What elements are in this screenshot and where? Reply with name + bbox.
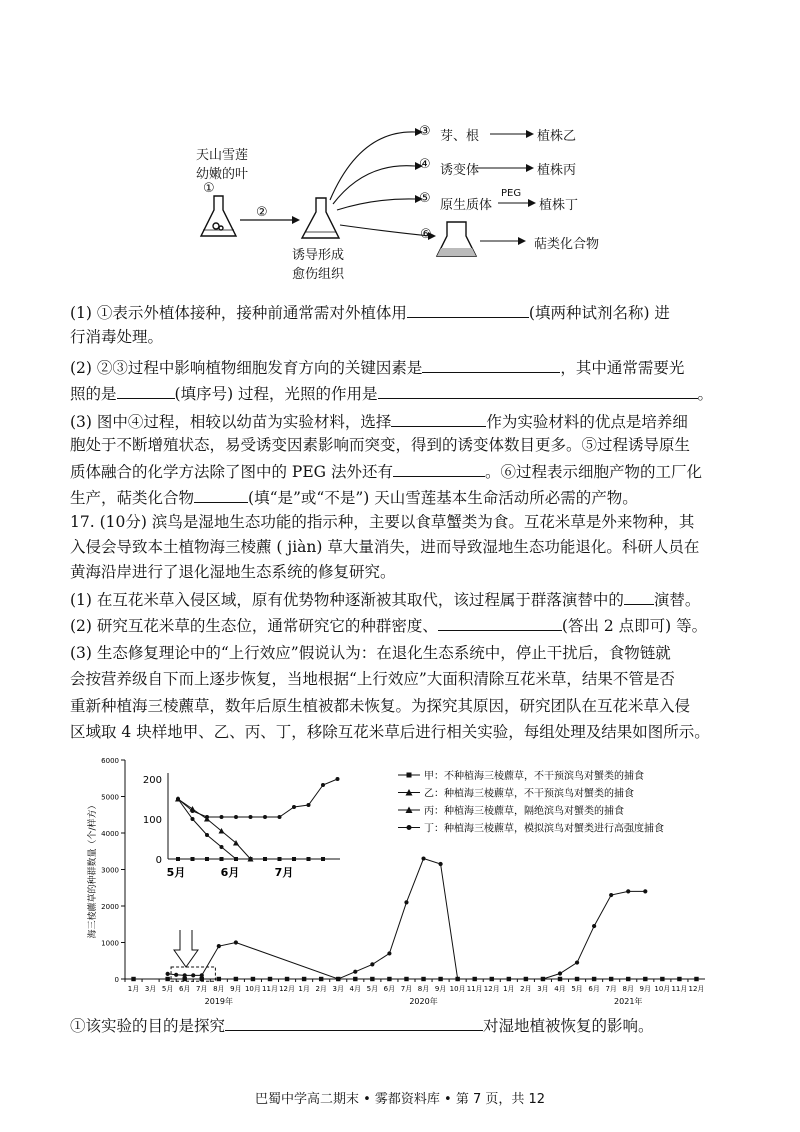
answer-blank[interactable]	[393, 459, 485, 477]
inset-point-甲	[278, 857, 282, 861]
data-point-丙	[234, 940, 238, 944]
q16-line-7: 质体融合的化学方法除了图中的 PEG 法外还有 。⑥过程表示细胞产物的工厂化	[70, 459, 702, 483]
inset-point-丙	[191, 809, 195, 813]
legend-label: 甲：不种植海三棱藨草，不干预滨鸟对蟹类的捕食	[424, 771, 644, 782]
q16-line-5: (3) 图中④过程，相较以幼苗为实验材料，选择 作为实验材料的优点是培养细	[70, 409, 688, 433]
data-point-甲	[200, 977, 204, 981]
data-point-甲	[404, 977, 408, 981]
data-point-丙	[456, 977, 460, 981]
answer-blank[interactable]	[422, 355, 560, 373]
x-tick-label: 1月	[503, 985, 515, 993]
answer-blank[interactable]	[438, 613, 562, 631]
data-point-丙	[387, 951, 391, 955]
data-point-甲	[592, 977, 596, 981]
inset-line-丁	[178, 799, 236, 859]
branch-6-step: ⑥	[420, 227, 432, 242]
branch-5-step: ⑤	[419, 191, 431, 206]
legend-marker	[407, 773, 412, 778]
x-tick-label: 5月	[366, 985, 379, 993]
inset-point-丁	[220, 845, 224, 849]
x-tick-label: 5月	[571, 985, 583, 993]
q17-part-3a: (3) 生态修复理论中的“上行效应”假说认为：在退化生态系统中，停止干扰后，食物链就	[70, 644, 671, 662]
x-tick-label: 5月	[161, 985, 174, 993]
year-label: 2020年	[409, 997, 438, 1006]
inset-x-tick-label: 5月	[166, 866, 186, 879]
x-tick-label: 7月	[196, 985, 208, 993]
leaf-label: 天山雪莲 幼嫩的叶	[196, 148, 249, 182]
answer-blank[interactable]	[117, 381, 175, 399]
x-tick-label: 12月	[688, 985, 705, 993]
data-point-甲	[165, 977, 169, 981]
inset-point-丁	[234, 857, 238, 861]
data-point-丙	[191, 973, 195, 977]
data-point-甲	[217, 977, 221, 981]
q17-part-2: (2) 研究互花米草的生态位，通常研究它的种群密度、 (答出 2 点即可) 等。	[70, 613, 707, 637]
data-point-甲	[370, 977, 374, 981]
inset-point-甲	[307, 857, 311, 861]
data-point-甲	[319, 977, 323, 981]
x-tick-label: 12月	[483, 985, 500, 993]
inset-point-甲	[205, 857, 209, 861]
x-tick-label: 1月	[298, 985, 310, 993]
x-tick-label: 7月	[605, 985, 617, 993]
population-chart	[0, 745, 800, 1015]
inset-point-丙	[234, 815, 238, 819]
peg-label: PEG	[501, 188, 522, 199]
inset-y-tick-label: 200	[142, 775, 162, 786]
data-point-甲	[694, 977, 698, 981]
data-point-丙	[183, 973, 187, 977]
diagram-drawing	[0, 0, 800, 300]
inset-point-丙	[278, 815, 282, 819]
x-tick-label: 12月	[279, 985, 296, 993]
data-point-甲	[387, 977, 391, 981]
data-point-甲	[131, 977, 135, 981]
q16-line-4: 照的是 (填序号) 过程，光照的作用是 。	[70, 381, 713, 405]
q17-part-3c: 重新种植海三棱藨草，数年后原生植被都未恢复。为探究其原因，研究团队在互花米草入侵	[70, 697, 691, 715]
x-tick-label: 7月	[400, 985, 413, 993]
data-point-甲	[183, 977, 187, 981]
y-tick-label: 5000	[101, 793, 119, 802]
inset-y-tick-label: 100	[142, 815, 162, 826]
x-tick-label: 11月	[262, 985, 278, 993]
q16-line-1: (1) ①表示外植体接种，接种前通常需对外植体用 (填两种试剂名称) 进	[70, 300, 670, 324]
data-point-甲	[575, 977, 579, 981]
data-point-丙	[626, 889, 630, 893]
x-tick-label: 10月	[449, 985, 466, 993]
y-tick-label: 1000	[101, 939, 119, 948]
q16-line-3: (2) ②③过程中影响植物细胞发育方向的关键因素是 ，其中通常需要光	[70, 355, 684, 379]
year-label: 2021年	[614, 997, 643, 1006]
inset-point-丙	[292, 805, 296, 809]
branch-3-step: ③	[419, 124, 431, 139]
data-point-丙	[336, 977, 340, 981]
x-tick-label: 6月	[588, 985, 600, 993]
page-footer: 巴蜀中学高二期末 • 雾都资料库 • 第 7 页，共 12	[254, 1092, 546, 1107]
inset-y-tick-label: 0	[155, 855, 162, 866]
data-point-甲	[438, 977, 442, 981]
x-tick-label: 8月	[622, 985, 634, 993]
data-point-甲	[421, 977, 425, 981]
x-tick-label: 2月	[520, 985, 532, 993]
x-tick-label: 4月	[554, 985, 566, 993]
q16-line-6: 胞处于不断增殖状态，易受诱变因素影响而突变，得到的诱变体数目更多。⑤过程诱导原生	[70, 436, 691, 454]
data-point-甲	[353, 977, 357, 981]
inset-point-丙	[263, 815, 267, 819]
data-point-丙	[370, 962, 374, 966]
inset-point-丙	[249, 815, 253, 819]
y-tick-label: 3000	[101, 866, 119, 875]
legend-marker	[407, 825, 412, 830]
answer-blank[interactable]	[225, 1013, 483, 1031]
data-point-丙	[353, 970, 357, 974]
inset-point-甲	[176, 857, 180, 861]
flask-icon	[437, 222, 476, 256]
data-point-甲	[677, 977, 681, 981]
x-tick-label: 1月	[127, 985, 140, 993]
inset-point-甲	[263, 857, 267, 861]
legend-label: 乙：种植海三棱藨草，不干预滨鸟对蟹类的捕食	[424, 788, 634, 800]
y-tick-label: 6000	[101, 757, 119, 765]
inset-point-甲	[321, 857, 325, 861]
legend-label: 丙：种植海三棱藨草，隔绝滨鸟对蟹类的捕食	[424, 806, 624, 817]
inset-point-丁	[191, 817, 195, 821]
data-point-甲	[234, 977, 238, 981]
x-tick-label: 11月	[671, 985, 688, 993]
q17-intro-2: 入侵会导致本土植物海三棱藨 ( jiàn) 草大量消失，进而导致湿地生态功能退化。科研人员在	[70, 538, 700, 556]
data-point-丙	[643, 889, 647, 893]
data-point-丙	[438, 862, 442, 866]
q17-part-3b: 会按营养级自下而上逐步恢复，当地根据“上行效应”大面积清除互花米草，结果不管是否	[70, 670, 675, 688]
data-point-丙	[200, 973, 204, 977]
data-point-丙	[174, 973, 178, 977]
q16-line-2: 行消毒处理。	[70, 328, 164, 346]
q17-part-3d: 区域取 4 块样地甲、乙、丙、丁，移除互花米草后进行相关实验，每组处理及结果如图所示。	[70, 723, 710, 741]
x-tick-label: 3月	[332, 985, 344, 993]
inset-point-丙	[321, 783, 325, 787]
inset-point-丙	[220, 815, 224, 819]
data-point-甲	[660, 977, 664, 981]
data-point-甲	[302, 977, 306, 981]
q17-intro-3: 黄海沿岸进行了退化湿地生态系统的修复研究。	[70, 563, 396, 581]
x-tick-label: 10月	[244, 985, 261, 993]
step-1: ①	[203, 181, 215, 196]
answer-blank[interactable]	[378, 381, 698, 399]
x-tick-label: 11月	[466, 985, 483, 993]
data-point-丙	[558, 971, 562, 975]
branch-5-result: 植株丁	[539, 198, 579, 213]
branch-6-result: 萜类化合物	[534, 237, 600, 252]
inset-x-tick-label: 7月	[274, 866, 294, 879]
x-tick-label: 8月	[417, 985, 430, 993]
q16-line-8: 生产，萜类化合物 (填“是”或“不是”) 天山雪莲基本生命活动所必需的产物。	[70, 485, 638, 509]
x-tick-label: 2月	[315, 985, 327, 993]
y-tick-label: 4000	[101, 830, 119, 838]
y-axis-label: 海三棱藨草的种群数量（个/样方）	[88, 800, 98, 939]
data-point-丙	[592, 924, 596, 928]
y-tick-label: 0	[114, 976, 119, 984]
inset-line-丙	[178, 779, 338, 817]
x-tick-label: 6月	[178, 985, 191, 993]
x-tick-label: 6月	[383, 985, 396, 993]
x-tick-label: 8月	[213, 985, 225, 993]
data-point-甲	[643, 977, 647, 981]
zoom-arrow-icon	[174, 930, 198, 967]
flask-icon	[201, 196, 236, 236]
branch-3-result: 植株乙	[537, 129, 577, 144]
data-point-丙	[217, 944, 221, 948]
inset-point-甲	[220, 857, 224, 861]
x-tick-label: 10月	[654, 985, 671, 993]
data-point-丙	[575, 960, 579, 964]
inset-x-tick-label: 6月	[220, 866, 240, 879]
answer-blank[interactable]	[407, 300, 529, 318]
legend-label: 丁：种植海三棱藨草，模拟滨鸟对蟹类进行高强度捕食	[424, 823, 664, 835]
inset-point-丁	[176, 797, 180, 801]
y-tick-label: 2000	[101, 903, 119, 911]
branch-3-text: 芽、根	[440, 129, 480, 144]
answer-blank[interactable]	[624, 587, 654, 605]
data-point-丙	[421, 856, 425, 860]
year-label: 2019年	[204, 997, 234, 1006]
branch-5-text: 原生质体	[440, 198, 493, 213]
data-point-甲	[285, 977, 289, 981]
x-tick-label: 9月	[434, 985, 447, 993]
data-point-丙	[541, 977, 545, 981]
inset-point-丙	[205, 815, 209, 819]
data-point-甲	[251, 977, 255, 981]
x-tick-label: 9月	[230, 985, 242, 993]
data-point-甲	[626, 977, 630, 981]
data-point-丙	[609, 893, 613, 897]
q17-intro-1: 17. (10分) 滨鸟是湿地生态功能的指示种，主要以食草蟹类为食。互花米草是外来物种，其	[70, 513, 695, 531]
inset-point-丙	[307, 803, 311, 807]
x-tick-label: 3月	[537, 985, 549, 993]
branch-4-step: ④	[419, 157, 431, 172]
answer-blank[interactable]	[391, 409, 486, 427]
x-tick-label: 9月	[639, 985, 652, 993]
data-point-甲	[558, 977, 562, 981]
x-tick-label: 4月	[349, 985, 362, 993]
callus-label: 诱导形成 愈伤组织	[292, 248, 345, 282]
q17-part-1: (1) 在互花米草入侵区域，原有优势物种逐渐被其取代，该过程属于群落演替中的 演替。	[70, 587, 700, 611]
x-tick-label: 3月	[144, 985, 157, 993]
inset-point-甲	[292, 857, 296, 861]
inset-point-丙	[336, 777, 340, 781]
q17-question-1: ①该实验的目的是探究 对湿地植被恢复的影响。	[70, 1013, 654, 1037]
data-point-甲	[268, 977, 272, 981]
data-point-丙	[166, 972, 170, 976]
inset-point-甲	[191, 857, 195, 861]
data-point-甲	[609, 977, 613, 981]
answer-blank[interactable]	[194, 485, 248, 503]
branch-4-text: 诱变体	[440, 163, 480, 178]
inset-point-丁	[205, 833, 209, 837]
branch-4-result: 植株丙	[537, 163, 577, 178]
step-2: ②	[256, 205, 268, 220]
data-point-丙	[404, 900, 408, 904]
